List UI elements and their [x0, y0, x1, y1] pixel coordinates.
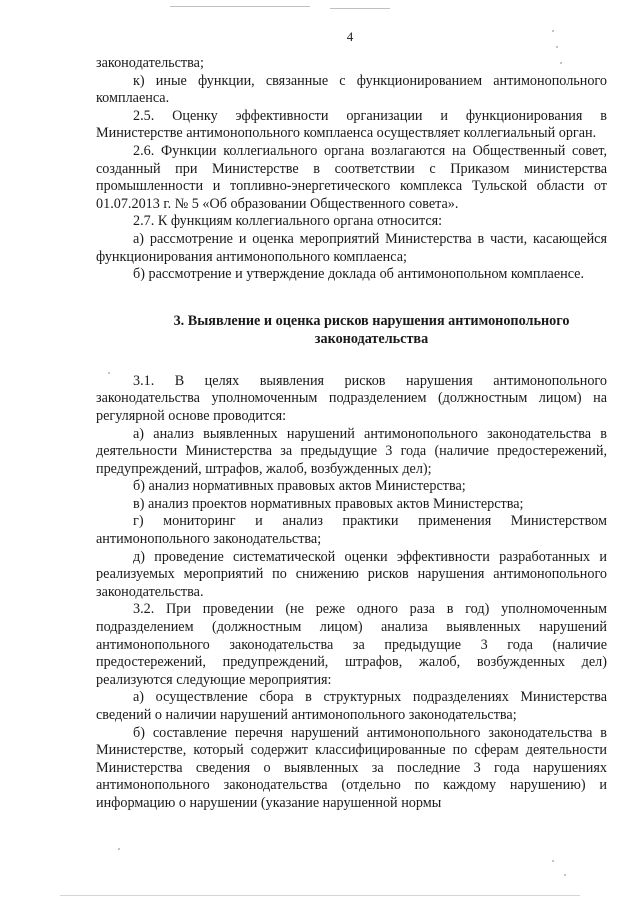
paragraph: а) осуществление сбора в структурных подразделениях Министерства сведений о наличии нарушений антимонопольного законодательства; [96, 689, 607, 723]
scan-artifact [556, 46, 558, 48]
section-heading-line: 3. Выявление и оценка рисков нарушения антимонопольного [173, 312, 570, 329]
paragraph: 3.2. При проведении (не реже одного раза в год) уполномоченным подразделением (должностным лицом) анализа выявленных нарушений антимонопольного законодательства за предыдущие 3 года (наличие предостережений, предупреждений, штрафов, жалоб, возбужденных дел) реализуются следующие мероприятия: [96, 601, 607, 688]
paragraph: 3.1. В целях выявления рисков нарушения антимонопольного законодательства уполномоченным подразделением (должностным лицом) на регулярной основе проводится: [96, 372, 607, 424]
document-body [96, 55, 607, 813]
scan-artifact [60, 895, 580, 896]
paragraph: к) иные функции, связанные с функционированием антимонопольного комплаенса. [96, 72, 607, 107]
paragraph: 2.6. Функции коллегиального органа возлагаются на Общественный совет, созданный при Министерстве в соответствии с Приказом министерства промышленности и топливно-энергетического комплекса Тульской области от 01.07.2013 г. № 5 «Об образовании Общественного совета». [96, 142, 607, 212]
paragraph: б) рассмотрение и утверждение доклада об антимонопольном комплаенсе. [133, 266, 585, 283]
paragraph: а) анализ выявленных нарушений антимонопольного законодательства в деятельности Министерства за предыдущие 3 года (наличие предостережений, предупреждений, штрафов, жалоб, возбужденных дел); [96, 425, 607, 477]
section-heading [96, 312, 607, 348]
paragraph: в) анализ проектов нормативных правовых актов Министерства; [133, 495, 524, 512]
scan-artifact [552, 860, 554, 862]
scan-artifact [118, 848, 120, 850]
scan-artifact [564, 874, 566, 876]
paragraph: 2.5. Оценку эффективности организации и функционирования в Министерстве антимонопольного комплаенса осуществляет коллегиальный орган. [96, 107, 607, 142]
page-number: 4 [346, 29, 354, 44]
paragraph: б) анализ нормативных правовых актов Министерства; [133, 478, 466, 495]
paragraph: г) мониторинг и анализ практики применения Министерством антимонопольного законодательства; [96, 513, 607, 548]
scan-artifact [330, 8, 390, 9]
paragraph: д) проведение систематической оценки эффективности разработанных и реализуемых мероприятий по снижению рисков нарушения антимонопольного законодательства. [96, 548, 607, 600]
paragraph: б) составление перечня нарушений антимонопольного законодательства в Министерстве, который содержит классифицированные по сферам деятельности Министерства сведения о выявленных за последние 3 года нарушениях антимонопольного законодательства (отдельно по каждому нарушению) и информацию о нарушении (указание нарушенной нормы [96, 724, 607, 811]
paragraph: 2.7. К функциям коллегиального органа относится: [133, 213, 443, 230]
scan-artifact [170, 6, 310, 7]
section-heading-line: законодательства [314, 330, 429, 347]
paragraph: законодательства; [96, 55, 204, 71]
paragraph: а) рассмотрение и оценка мероприятий Министерства в части, касающейся функционирования антимонопольного комплаенса; [96, 230, 607, 265]
